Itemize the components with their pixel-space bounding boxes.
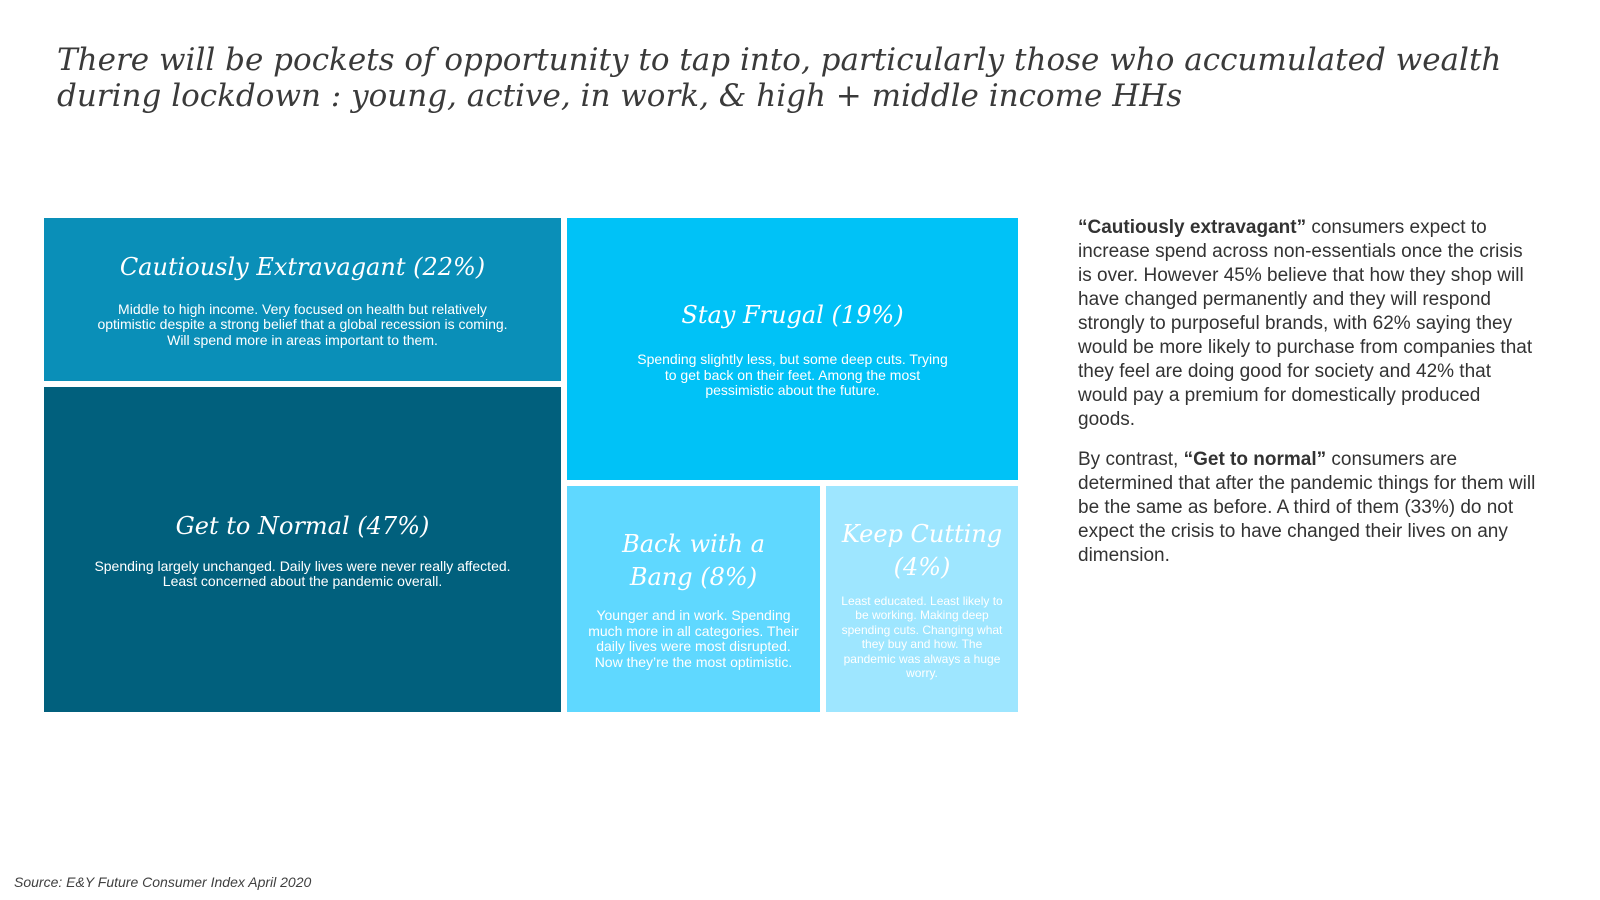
- segment-description: Younger and in work. Spending much more in all categories. Their daily lives were most disrupted. Now they’re the most optimistic.: [588, 607, 799, 670]
- segment-title: Get to Normal (47%): [175, 511, 430, 540]
- segment-title: Back with a Bang (8%): [622, 530, 765, 591]
- page-title: There will be pockets of opportunity to tap into, particularly those who accumulated wealth during lockdown : young, active, in work, & high + middle income HHs: [57, 42, 1502, 114]
- segment-tile-cautiously-extravagant: [44, 218, 561, 381]
- segment-tile-get-to-normal: [44, 387, 561, 712]
- segment-description: Least educated. Least likely to be working. Making deep spending cuts. Changing what they buy and how. The pandemic was always a huge worry.: [841, 593, 1003, 680]
- segment-description: Middle to high income. Very focused on health but relatively optimistic despite a strong belief that a global recession is coming. Will spend more in areas important to them.: [97, 300, 508, 348]
- commentary: [1078, 216, 1538, 584]
- commentary-paragraph-1: [1078, 216, 1538, 432]
- commentary-bold-term: “Cautiously extravagant”: [1078, 217, 1307, 238]
- commentary-bold-term: “Get to normal”: [1183, 449, 1327, 470]
- segment-title: Keep Cutting (4%): [841, 519, 1003, 581]
- commentary-paragraph-2: [1078, 448, 1538, 568]
- segment-tile-keep-cutting: [826, 486, 1018, 712]
- segment-tile-stay-frugal: [567, 218, 1018, 480]
- commentary-lead: By contrast,: [1078, 449, 1184, 470]
- segment-tile-back-with-a-bang: [567, 486, 820, 712]
- segment-title: Cautiously Extravagant (22%): [119, 252, 486, 281]
- segment-description: Spending largely unchanged. Daily lives were never really affected. Least concerned about the pandemic overall.: [94, 557, 511, 589]
- commentary-text: consumers expect to increase spend across non-essentials once the crisis is over. However 45% believe that how they shop will have changed permanently and they will respond strongly to purposeful brands, with 62% saying they would be more likely to purchase from companies that they feel are doing good for society and 42% that would pay a premium for domestically produced goods.: [1078, 217, 1533, 430]
- source-note: Source: E&Y Future Consumer Index April 2020: [14, 874, 312, 890]
- commentary-text: consumers are determined that after the pandemic things for them will be the same as before. A third of them (33%) do not expect the crisis to have changed their lives on any dimension.: [1078, 449, 1536, 566]
- segment-title: Stay Frugal (19%): [681, 301, 904, 330]
- segment-description: Spending slightly less, but some deep cuts. Trying to get back on their feet. Among the most pessimistic about the future.: [637, 351, 948, 399]
